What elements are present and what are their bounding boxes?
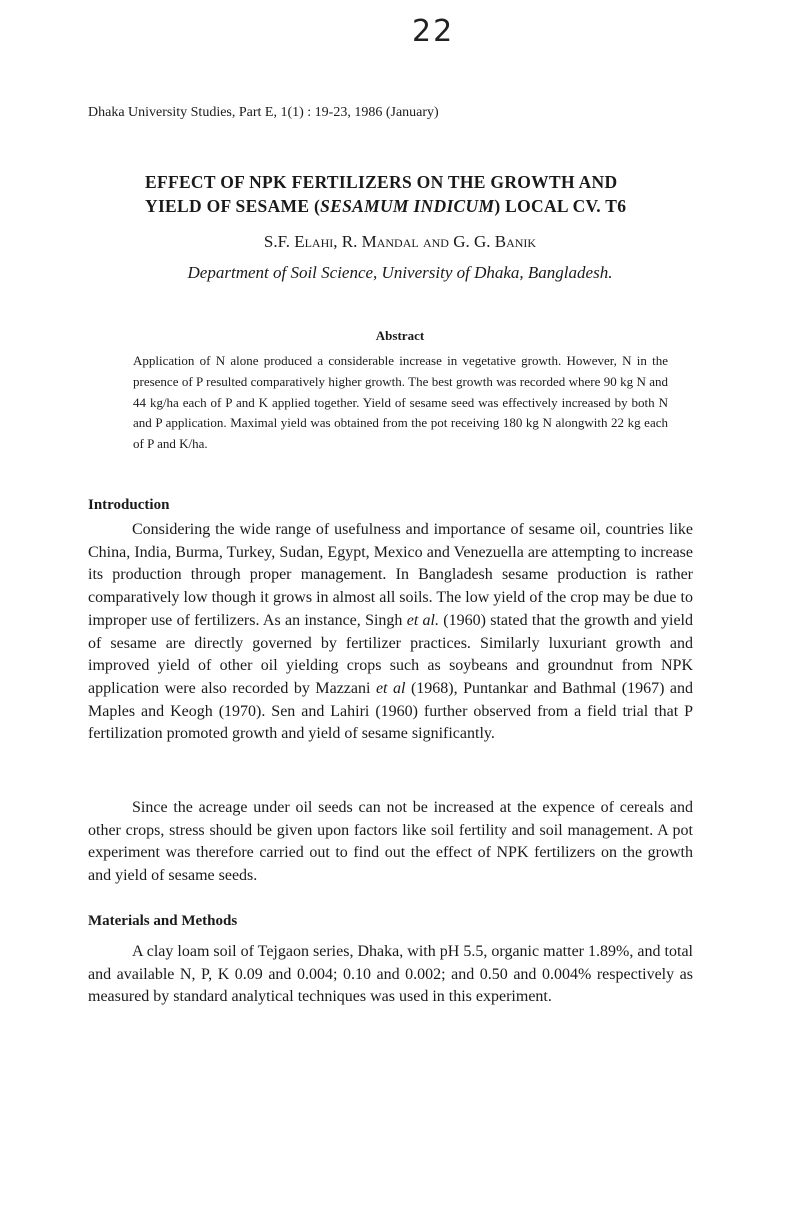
introduction-heading: Introduction bbox=[88, 497, 170, 513]
intro-text-c: (1968), Puntankar and Bathmal (1967) and Maples and Keogh (1970). Sen and Lahiri (1960) further observed from a field trial that P fertilization promoted growth and yield of sesame significantly. bbox=[88, 679, 694, 743]
et-al-citation: et al. bbox=[406, 611, 440, 629]
introduction-paragraph-2: Since the acreage under oil seeds can not be increased at the expence of cereals and other crops, stress should be given upon factors like soil fertility and soil management. A pot experiment was therefore carried out to find out the effect of NPK fertilizers on the growth and yield of sesame seeds. bbox=[88, 799, 693, 885]
authors: S.F. Elahi, R. Mandal and G. G. Banik bbox=[263, 232, 537, 251]
intro-text-a: Considering the wide range of usefulness and importance of sesame oil, countries like China, India, Burma, Turkey, Sudan, Egypt, Mexico and Venezuella are attempting to increase its production through proper management. In Bangladesh sesame production is rather comparatively low though it grows in almost all soils. The low yield of the crop may be due to improper use of fertilizers. As an instance, Singh bbox=[88, 521, 693, 629]
species-name: SESAMUM INDICUM bbox=[320, 196, 495, 216]
title-line-1: EFFECT OF NPK FERTILIZERS ON THE GROWTH AND bbox=[145, 172, 618, 192]
abstract-heading: Abstract bbox=[375, 328, 425, 343]
intro-text-b: (1960) stated that the growth and yield of sesame are directly governed by fertilizer practices. Similarly luxuriant growth and improved yield of other oil yielding crops such as soybeans and groundnut from NPK application were also recorded by Mazzani bbox=[88, 611, 694, 697]
journal-citation: Dhaka University Studies, Part E, 1(1) : 19-23, 1986 (January) bbox=[88, 105, 439, 120]
paper-title bbox=[145, 170, 665, 218]
title-line-2 bbox=[145, 194, 665, 218]
methods-paragraph-1: A clay loam soil of Tejgaon series, Dhaka, with pH 5.5, organic matter 1.89%, and total and available N, P, K 0.09 and 0.004; 0.10 and 0.002; and 0.50 and 0.004% respectively as measured by standard analytical techniques was used in this experiment. bbox=[88, 943, 693, 1006]
et-al-citation: et al bbox=[375, 679, 406, 697]
page-number: 22 bbox=[412, 14, 455, 49]
methods-heading: Materials and Methods bbox=[88, 913, 238, 929]
title-line-2-start: YIELD OF SESAME ( bbox=[145, 196, 321, 216]
title-line-2-end: ) LOCAL CV. T6 bbox=[494, 196, 627, 216]
introduction-paragraph-1 bbox=[88, 519, 693, 746]
abstract-text: Application of N alone produced a considerable increase in vegetative growth. However, N in the presence of P resulted comparatively higher growth. The best growth was recorded where 90 kg N and 44 kg/ha each of P and K applied together. Yield of sesame seed was effectively increased by both N and P application. Maximal yield was obtained from the pot receiving 180 kg N alongwith 22 kg each of P and K/ha. bbox=[133, 353, 668, 452]
affiliation: Department of Soil Science, University of Dhaka, Bangladesh. bbox=[187, 263, 613, 282]
